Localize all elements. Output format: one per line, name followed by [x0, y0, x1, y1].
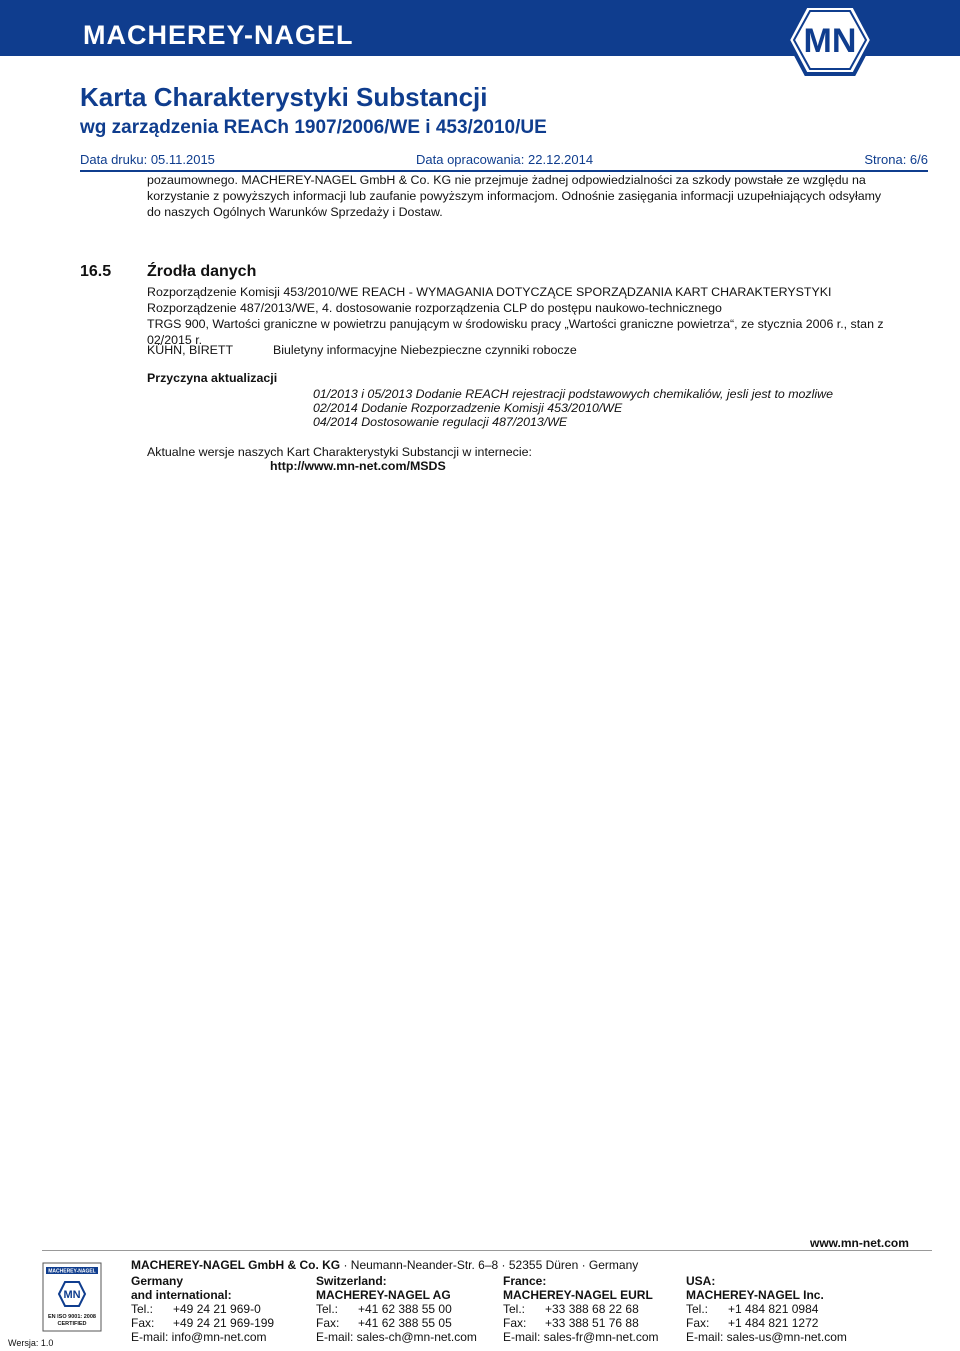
msds-link[interactable]: http://www.mn-net.com/MSDS: [270, 459, 446, 473]
print-date: Data druku: 05.11.2015: [80, 152, 215, 167]
brand-name: MACHEREY-NAGEL: [83, 20, 354, 50]
mn-logo: [770, 0, 890, 80]
meta-row: [80, 152, 928, 169]
kuhn-label: KÜHN, BIRETT: [147, 343, 234, 357]
footer-contact-switzerland: [316, 1274, 477, 1344]
tel-label: Tel.:: [131, 1302, 154, 1316]
tel-value: +33 388 68 22 68: [545, 1302, 639, 1316]
fax-label: Fax:: [316, 1316, 340, 1330]
iso-certified-text: CERTIFIED: [57, 1321, 87, 1327]
fax-label: Fax:: [686, 1316, 710, 1330]
reason-heading: Przyczyna aktualizacji: [147, 371, 278, 385]
sources-list: [147, 284, 927, 348]
tel-label: Tel.:: [503, 1302, 526, 1316]
fax-value: +33 388 51 76 88: [545, 1316, 639, 1330]
paragraph-line: korzystanie z powyższych informacji lub zaufanie powyższym informacjom. Odnośnie zasięgania informacji uzupełniających odsyłamy: [147, 189, 882, 203]
contact-heading: USA:: [686, 1274, 716, 1288]
fax-value: +49 24 21 969-199: [173, 1316, 275, 1330]
iso-standard-text: EN ISO 9001: 2008: [47, 1314, 97, 1320]
reason-item: 04/2014 Dostosowanie regulacji 487/2013/WE: [313, 415, 568, 429]
page-number: Strona: 6/6: [864, 152, 928, 167]
footer-contact-germany: [131, 1274, 274, 1344]
online-text: Aktualne wersje naszych Kart Charakterystyki Substancji w internecie:: [147, 445, 532, 459]
iso-brand-text: MACHEREY-NAGEL: [48, 1268, 96, 1275]
reason-item: 02/2014 Dodanie Rozporzadzenie Komisji 453/2010/WE: [313, 401, 623, 415]
tel-label: Tel.:: [686, 1302, 709, 1316]
source-line: TRGS 900, Wartości graniczne w powietrzu panującym w środowisku pracy „Wartości graniczne powietrza“, ze stycznia 2006 r., stan z: [147, 317, 884, 331]
kuhn-value: Biuletyny informacyjne Niebezpieczne czynniki robocze: [273, 343, 577, 357]
tel-label: Tel.:: [316, 1302, 339, 1316]
contact-subheading: MACHEREY-NAGEL EURL: [503, 1288, 653, 1302]
email-link[interactable]: E-mail: sales-fr@mn-net.com: [503, 1330, 659, 1344]
continuation-paragraph: [147, 172, 922, 220]
document-subtitle: wg zarządzenia REACh 1907/2006/WE i 453/2010/UE: [80, 117, 547, 138]
footer-contact-france: [503, 1274, 659, 1344]
source-line: Rozporządzenie 487/2013/WE, 4. dostosowanie rozporządzenia CLP do postępu naukowo-technicznego: [147, 301, 722, 315]
contact-heading: Switzerland:: [316, 1274, 387, 1288]
footer-company: [131, 1258, 638, 1272]
contact-heading: France:: [503, 1274, 547, 1288]
document-title: Karta Charakterystyki Substancji: [80, 82, 488, 112]
source-line: Rozporządzenie Komisji 453/2010/WE REACH - WYMAGANIA DOTYCZĄCE SPORZĄDZANIA KART CHARAKTERYSTYKI: [147, 285, 832, 299]
email-link[interactable]: E-mail: info@mn-net.com: [131, 1330, 267, 1344]
fax-label: Fax:: [503, 1316, 527, 1330]
fax-value: +1 484 821 1272: [728, 1316, 819, 1330]
fax-label: Fax:: [131, 1316, 155, 1330]
mn-logo-text: MN: [803, 22, 857, 60]
section-title: Źrodła danych: [147, 263, 257, 280]
email-link[interactable]: E-mail: sales-ch@mn-net.com: [316, 1330, 477, 1344]
footer-website[interactable]: www.mn-net.com: [810, 1236, 909, 1250]
paragraph-line: do naszych Ogólnych Warunków Sprzedaży i Dostaw.: [147, 205, 443, 219]
email-link[interactable]: E-mail: sales-us@mn-net.com: [686, 1330, 847, 1344]
footer-divider: [42, 1250, 932, 1251]
reason-list: [313, 387, 833, 429]
contact-subheading: MACHEREY-NAGEL Inc.: [686, 1288, 824, 1302]
tel-value: +41 62 388 55 00: [358, 1302, 452, 1316]
contact-subheading: MACHEREY-NAGEL AG: [316, 1288, 451, 1302]
section-number: 16.5: [80, 263, 112, 280]
contact-subheading: and international:: [131, 1288, 232, 1302]
contact-heading: Germany: [131, 1274, 184, 1288]
footer-contact-usa: [686, 1274, 847, 1344]
source-line: 02/2015 r.: [147, 333, 203, 347]
reason-item: 01/2013 i 05/2013 Dodanie REACH rejestracji podstawowych chemikaliów, jesli jest to mozliwe: [313, 387, 833, 401]
version-label: Wersja: 1.0: [8, 1338, 54, 1348]
edit-date: Data opracowania: 22.12.2014: [416, 152, 594, 167]
iso-logo-text: MN: [63, 1289, 81, 1301]
paragraph-line: pozaumownego. MACHEREY-NAGEL GmbH & Co. KG nie przejmuje żadnej odpowiedzialności za szkody powstałe ze względu na: [147, 173, 866, 187]
company-name: MACHEREY-NAGEL GmbH & Co. KG: [131, 1258, 341, 1272]
tel-value: +49 24 21 969-0: [173, 1302, 261, 1316]
company-address: · Neumann-Neander-Str. 6–8 · 52355 Düren · Germany: [340, 1258, 639, 1272]
tel-value: +1 484 821 0984: [728, 1302, 819, 1316]
fax-value: +41 62 388 55 05: [358, 1316, 452, 1330]
iso-certified-badge: [42, 1262, 102, 1332]
